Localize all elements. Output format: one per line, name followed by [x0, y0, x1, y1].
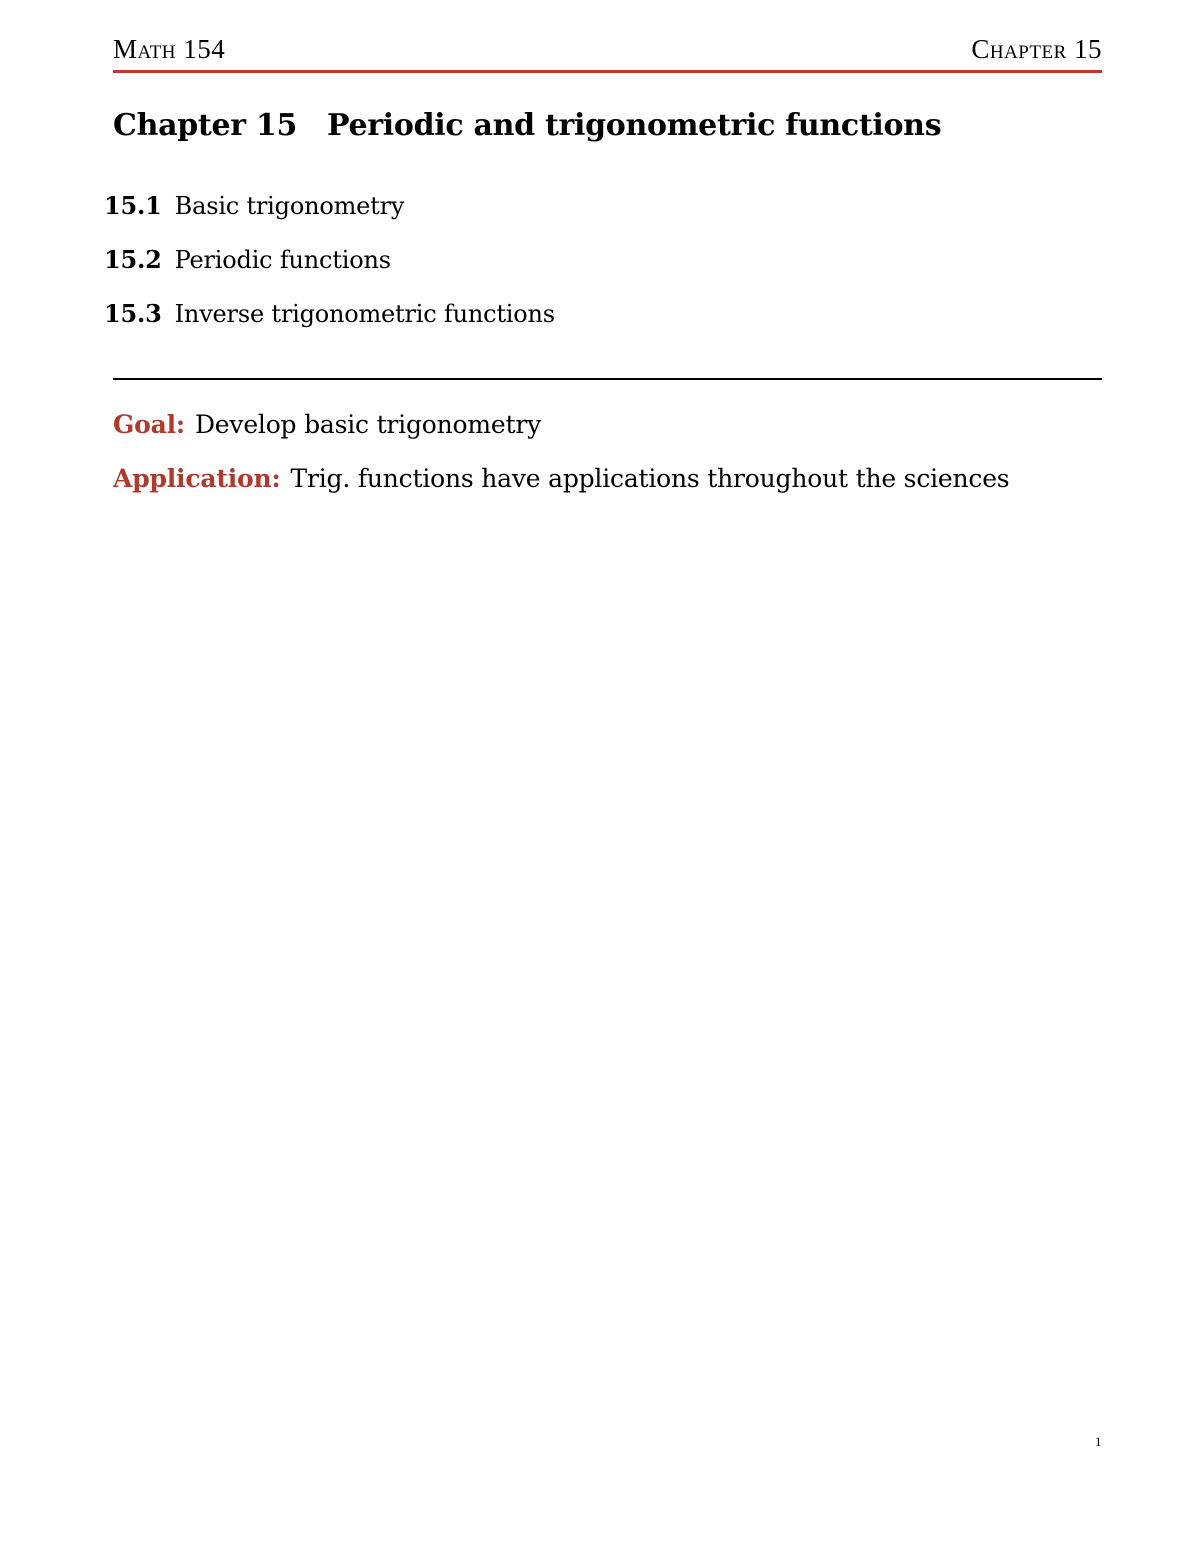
header-rule — [113, 70, 1102, 73]
section-number: 15.2 — [104, 245, 162, 274]
application-line — [113, 464, 1009, 518]
section-divider — [113, 378, 1102, 380]
running-chapter: Chapter 15 — [971, 34, 1102, 64]
chapter-heading — [113, 108, 941, 143]
section-title: Periodic functions — [174, 246, 391, 274]
section-title: Inverse trigonometric functions — [174, 300, 555, 328]
page-header — [113, 34, 1102, 64]
goal-label: Goal: — [113, 410, 185, 439]
section-number: 15.1 — [104, 191, 162, 220]
section-list — [104, 191, 555, 353]
application-label: Application: — [113, 464, 281, 493]
application-text: Trig. functions have applications throughout the sciences — [290, 464, 1010, 493]
goal-line — [113, 410, 1009, 464]
chapter-summary — [113, 410, 1009, 518]
section-title: Basic trigonometry — [174, 192, 405, 220]
section-item[interactable] — [104, 299, 555, 353]
page-number: 1 — [1095, 1434, 1102, 1449]
section-item[interactable] — [104, 245, 555, 299]
course-name: Math 154 — [113, 34, 226, 64]
chapter-number: Chapter 15 — [113, 108, 298, 143]
chapter-title: Periodic and trigonometric functions — [327, 108, 942, 143]
section-item[interactable] — [104, 191, 555, 245]
section-number: 15.3 — [104, 299, 162, 328]
goal-text: Develop basic trigonometry — [194, 410, 542, 439]
